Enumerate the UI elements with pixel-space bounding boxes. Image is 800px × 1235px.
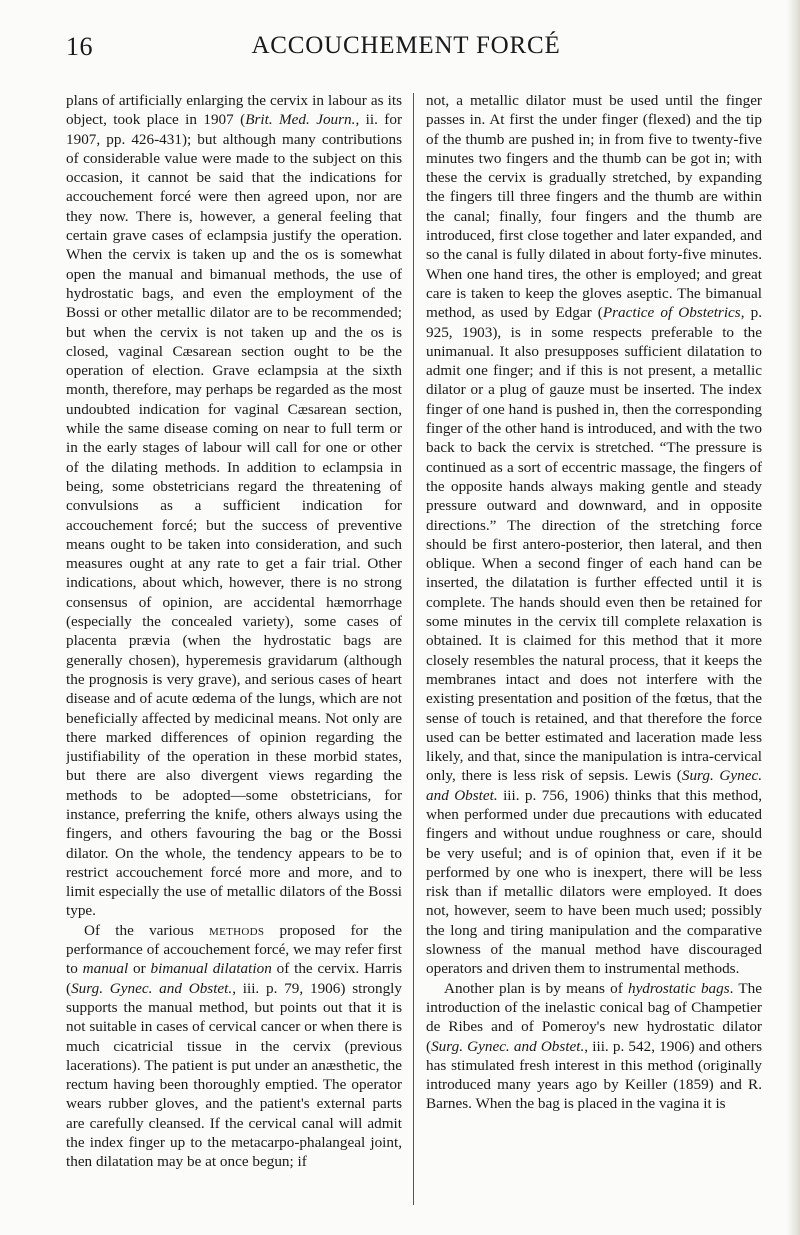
- right-column: [426, 91, 762, 1211]
- text-run: Another plan is by means of: [444, 979, 628, 997]
- paragraph: [426, 979, 762, 1114]
- running-head: ACCOUCHEMENT FORCÉ: [251, 32, 561, 59]
- text-run: , iii. p. 542, 1906) and others has stimulated fresh interest in this method (originally introduced many years ago by Keiller (1859) and R. Barnes. When the bag is placed in the vagina it is: [426, 1037, 762, 1113]
- text-run: . The introduction of the inelastic conical bag of Champetier de Ribes and of Pomeroy's new hydrostatic dilator (: [426, 979, 762, 1055]
- column-divider: [413, 93, 414, 1205]
- text-run: , p. 925, 1903), is in some respects preferable to the unimanual. It also presupposes sufficient dilatation to admit one finger; and if this is not present, a metallic dilator or a plug of gauze must be inserted. The index finger of one hand is pushed in, then the corresponding finger of the other hand is introduced, and with the two back to back the cervix is stretched. “The pressure is continued as a sort of eccentric massage, the fingers of the opposite hands always making gentle and steady pressure outward and downward, and in opposite directions.” The direction of the stretching force should be first antero-posterior, then lateral, and then oblique. When a second finger of each hand can be inserted, the dilatation is further effected until it is complete. The hands should even then be retained for some minutes in the cervix till complete relaxation is obtained. It is claimed for this method that it more closely resembles the natural process, that it keeps the membranes intact and does not interfere with the existing presentation and position of the fœtus, that the sense of touch is retained, and that therefore the force used can be better estimated and laceration made less likely, and that, since the manipulation is intra-cervical only, there is less risk of sepsis. Lewis (: [426, 304, 762, 785]
- text-run: proposed for the performance of accouchement forcé, we may refer first to: [66, 921, 402, 978]
- paragraph: [66, 921, 402, 1172]
- small-caps-text: methods: [209, 921, 265, 939]
- text-run: plans of artificially enlarging the cervix in labour as its object, took place in 1907 (: [66, 92, 402, 129]
- italic-text: bimanual dilatation: [150, 960, 272, 978]
- page-header: [66, 28, 746, 68]
- text-run: , ii. for 1907, pp. 426-431); but although many contributions of considerable value were made to the subject on this occasion, it cannot be said that the indications for accouchement forcé were then agreed upon, nor are they now. There is, however, a general feeling that certain grave cases of eclampsia justify the operation. When the cervix is taken up and the os is somewhat open the manual and bimanual methods, the use of hydrostatic bags, and even the employment of the Bossi or other metallic dilator are to be recommended; but when the cervix is not taken up and the os is closed, vaginal Cæsarean section ought to be the operation of election. Grave eclampsia at the sixth month, therefore, may perhaps be regarded as the most undoubted indication for vaginal Cæsarean section, while the same disease coming on near to full term or in the early stages of labour will call for one or other of the dilating methods. In addition to eclampsia in being, some obstetricians regard the threatening of convulsions as a sufficient indication for accouchement forcé; but the success of preventive means ought to be taken into consideration, and such measures ought at any rate to get a fair trial. Other indications, about which, however, there is no strong consensus of opinion, are accidental hæmorrhage (especially the concealed variety), some cases of placenta prævia (when the hydrostatic bags are generally chosen), hyperemesis gravidarum (although the prognosis is very grave), and serious cases of heart disease and of acute œdema of the lungs, which are not beneficially affected by medicinal means. Not only are there marked differences of opinion regarding the justifiability of the operation in these morbid states, but there are also divergent views regarding the methods to be adopted—some obstetricians, for instance, preferring the knife, others always using the fingers, and others favouring the bag or the Bossi dilator. On the whole, the tendency appears to be to restrict accouchement forcé more and more, and to limit especially the use of metallic dilators of the Bossi type.: [66, 111, 402, 920]
- italic-text: Practice of Obstetrics: [602, 304, 741, 322]
- italic-text: Surg. Gynec. and Obstet.: [426, 767, 762, 804]
- paragraph: [66, 91, 402, 921]
- page-number: 16: [66, 32, 93, 61]
- text-run: or: [128, 960, 151, 978]
- italic-text: Brit. Med. Journ.: [245, 111, 356, 129]
- italic-text: Surg. Gynec. and Obstet.: [71, 979, 233, 997]
- italic-text: hydrostatic bags: [627, 979, 730, 997]
- left-column: [66, 91, 402, 1211]
- text-run: Of the various: [84, 921, 210, 939]
- page-edge-shadow: [786, 0, 800, 1235]
- text-run: iii. p. 756, 1906) thinks that this method, when performed under due precautions with educated fingers and without undue roughness or care, should be very useful; and is of opinion that, even if it be performed by one who is inexpert, there will be less risk than if metallic dilators were employed. It does not, however, seem to have been much used; possibly the long and tiring manipulation and the comparative slowness of the manual method have discouraged operators and driven them to instrumental methods.: [426, 786, 762, 978]
- text-run: of the cervix. Harris (: [66, 960, 402, 997]
- paragraph: [426, 91, 762, 979]
- italic-text: Surg. Gynec. and Obstet.: [431, 1037, 585, 1055]
- text-run: not, a metallic dilator must be used until the finger passes in. At first the under finger (flexed) and the tip of the thumb are pushed in; in from five to twenty-five minutes two fingers and the thumb can be got in; with these the cervix is gradually stretched, by expanding the fingers till three fingers and the thumb are within the canal; finally, four fingers and the thumb are introduced, first close together and later expanded, and so the canal is fully dilated in about forty-five minutes. When one hand tires, the other is employed; and great care is taken to keep the gloves aseptic. The bimanual method, as used by Edgar (: [426, 92, 762, 322]
- text-run: , iii. p. 79, 1906) strongly supports the manual method, but points out that it is not suitable in cases of cervical cancer or when there is much cicatricial tissue in the cervix (previous lacerations). The patient is put under an anæsthetic, the rectum having been thoroughly emptied. The operator wears rubber gloves, and the patient's external parts are carefully cleansed. If the cervical canal will admit the index finger up to the metacarpo-phalangeal joint, then dilatation may be at once begun; if: [66, 979, 402, 1171]
- italic-text: manual: [82, 960, 129, 978]
